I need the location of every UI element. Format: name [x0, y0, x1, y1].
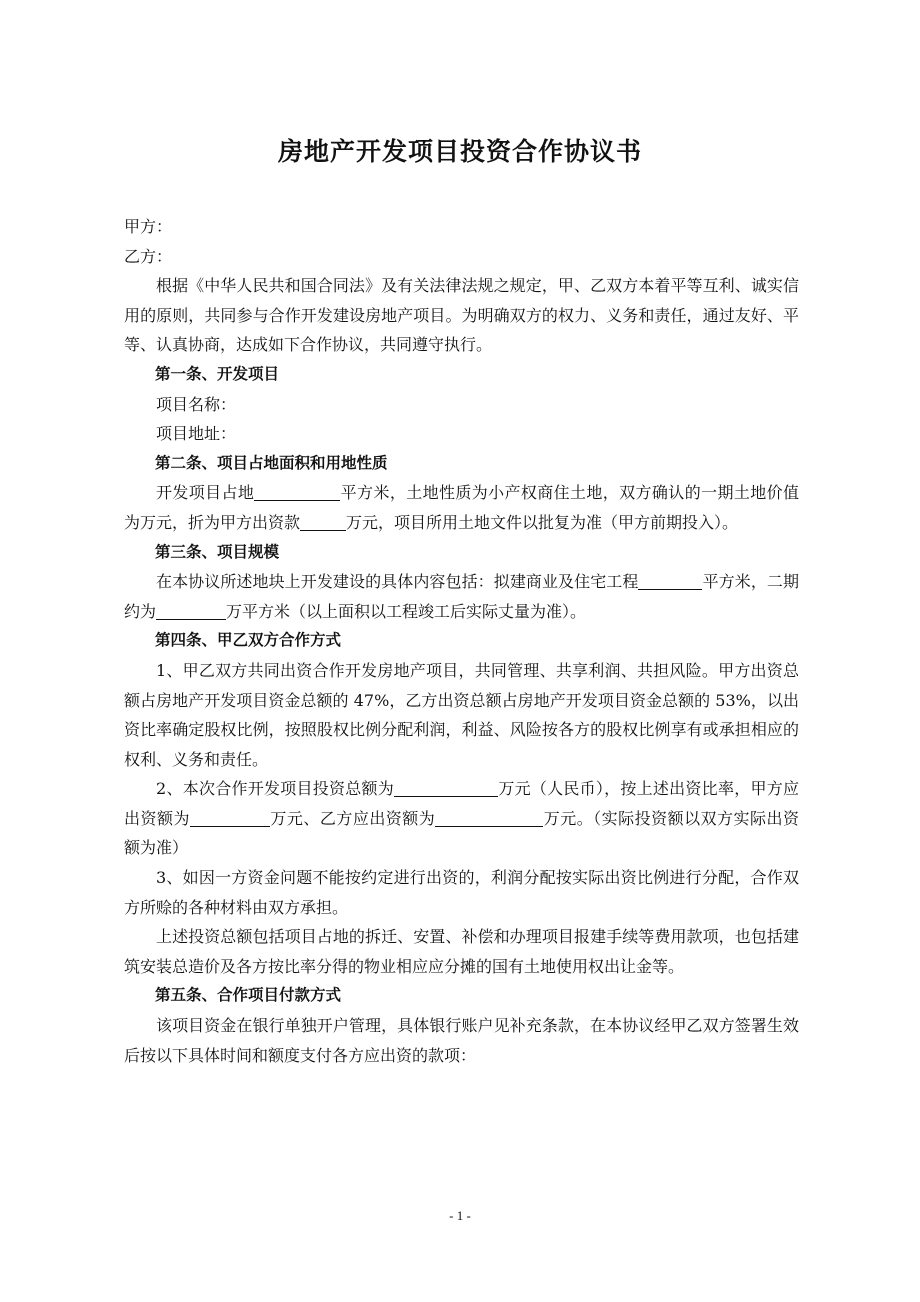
text-run: 2、本次合作开发项目投资总额为 — [156, 779, 395, 799]
blank-line — [435, 808, 543, 827]
blank-line — [394, 778, 498, 797]
document-title: 房地产开发项目投资合作协议书 — [277, 137, 642, 166]
article-4-item-2 — [124, 774, 799, 863]
article-4-note: 上述投资总额包括项目占地的拆迁、安置、补偿和办理项目报建手续等费用款项，也包括建筑安装总造价及各方按比率分得的物业相应应分摊的国有土地使用权出让金等。 — [124, 927, 799, 976]
article-2-paragraph — [124, 478, 799, 537]
article-4-heading: 第四条、甲乙双方合作方式 — [155, 631, 342, 650]
blank-line — [638, 571, 702, 590]
project-name-line: 项目名称： — [156, 394, 237, 414]
article-4-item-1: 1、甲乙双方共同出资合作开发房地产项目，共同管理、共享利润、共担风险。甲方出资总额占房地产开发项目资金总额的 47%，乙方出资总额占房地产开发项目资金总额的 53%，以出资比率确定股权比例，按照股权比例分配利润，利益、风险按各方的股权比例享有或承担相应的权利、义务和责任。 — [124, 660, 799, 769]
article-3-paragraph — [124, 567, 799, 626]
article-3-heading: 第三条、项目规模 — [155, 542, 280, 561]
article-2-heading: 第二条、项目占地面积和用地性质 — [155, 453, 388, 472]
party-a-label: 甲方： — [124, 217, 173, 236]
page-number: - 1 - — [449, 1208, 471, 1223]
text-run: 万元（人民币），按上述出资比率，甲方应出资额为 — [124, 779, 799, 828]
text-run: 开发项目占地 — [156, 483, 255, 503]
blank-line — [300, 512, 346, 531]
blank-line — [254, 482, 340, 501]
party-b-label: 乙方： — [124, 246, 173, 266]
text-run: 平方米，土地性质为小产权商住土地，双方确认的一期土地价值为万元，折为甲方出资款 — [124, 483, 799, 532]
text-run: 在本协议所述地块上开发建设的具体内容包括：拟建商业及住宅工程 — [156, 572, 639, 592]
article-4-item-3: 3、如因一方资金问题不能按约定进行出资的，利润分配按实际出资比例进行分配，合作双方所赊的各种材料由双方承担。 — [124, 868, 799, 917]
document-body — [124, 212, 799, 1070]
text-run: 平方米，二期约为 — [124, 572, 799, 621]
article-5-paragraph: 该项目资金在银行单独开户管理，具体银行账户见补充条款，在本协议经甲乙双方签署生效后按以下具体时间和额度支付各方应出资的款项： — [124, 1016, 799, 1065]
text-run: 万元，项目所用土地文件以批复为准（甲方前期投入）。 — [346, 512, 739, 532]
blank-line — [156, 601, 226, 620]
blank-line — [190, 808, 270, 827]
text-run: 万元、乙方应出资额为 — [269, 808, 436, 828]
preamble-paragraph: 根据《中华人民共和国合同法》及有关法律法规之规定，甲、乙双方本着平等互利、诚实信用的原则，共同参与合作开发建设房地产项目。为明确双方的权力、义务和责任，通过友好、平等、认真协商，达成如下合作协议，共同遵守执行。 — [124, 276, 799, 355]
article-1-heading: 第一条、开发项目 — [155, 364, 280, 383]
text-run: 万平方米（以上面积以工程竣工后实际丈量为准）。 — [226, 601, 587, 621]
project-address-line: 项目地址： — [156, 424, 237, 444]
article-5-heading: 第五条、合作项目付款方式 — [155, 986, 342, 1005]
text-run: 万元。（实际投资额以双方实际出资额为准） — [124, 808, 799, 858]
